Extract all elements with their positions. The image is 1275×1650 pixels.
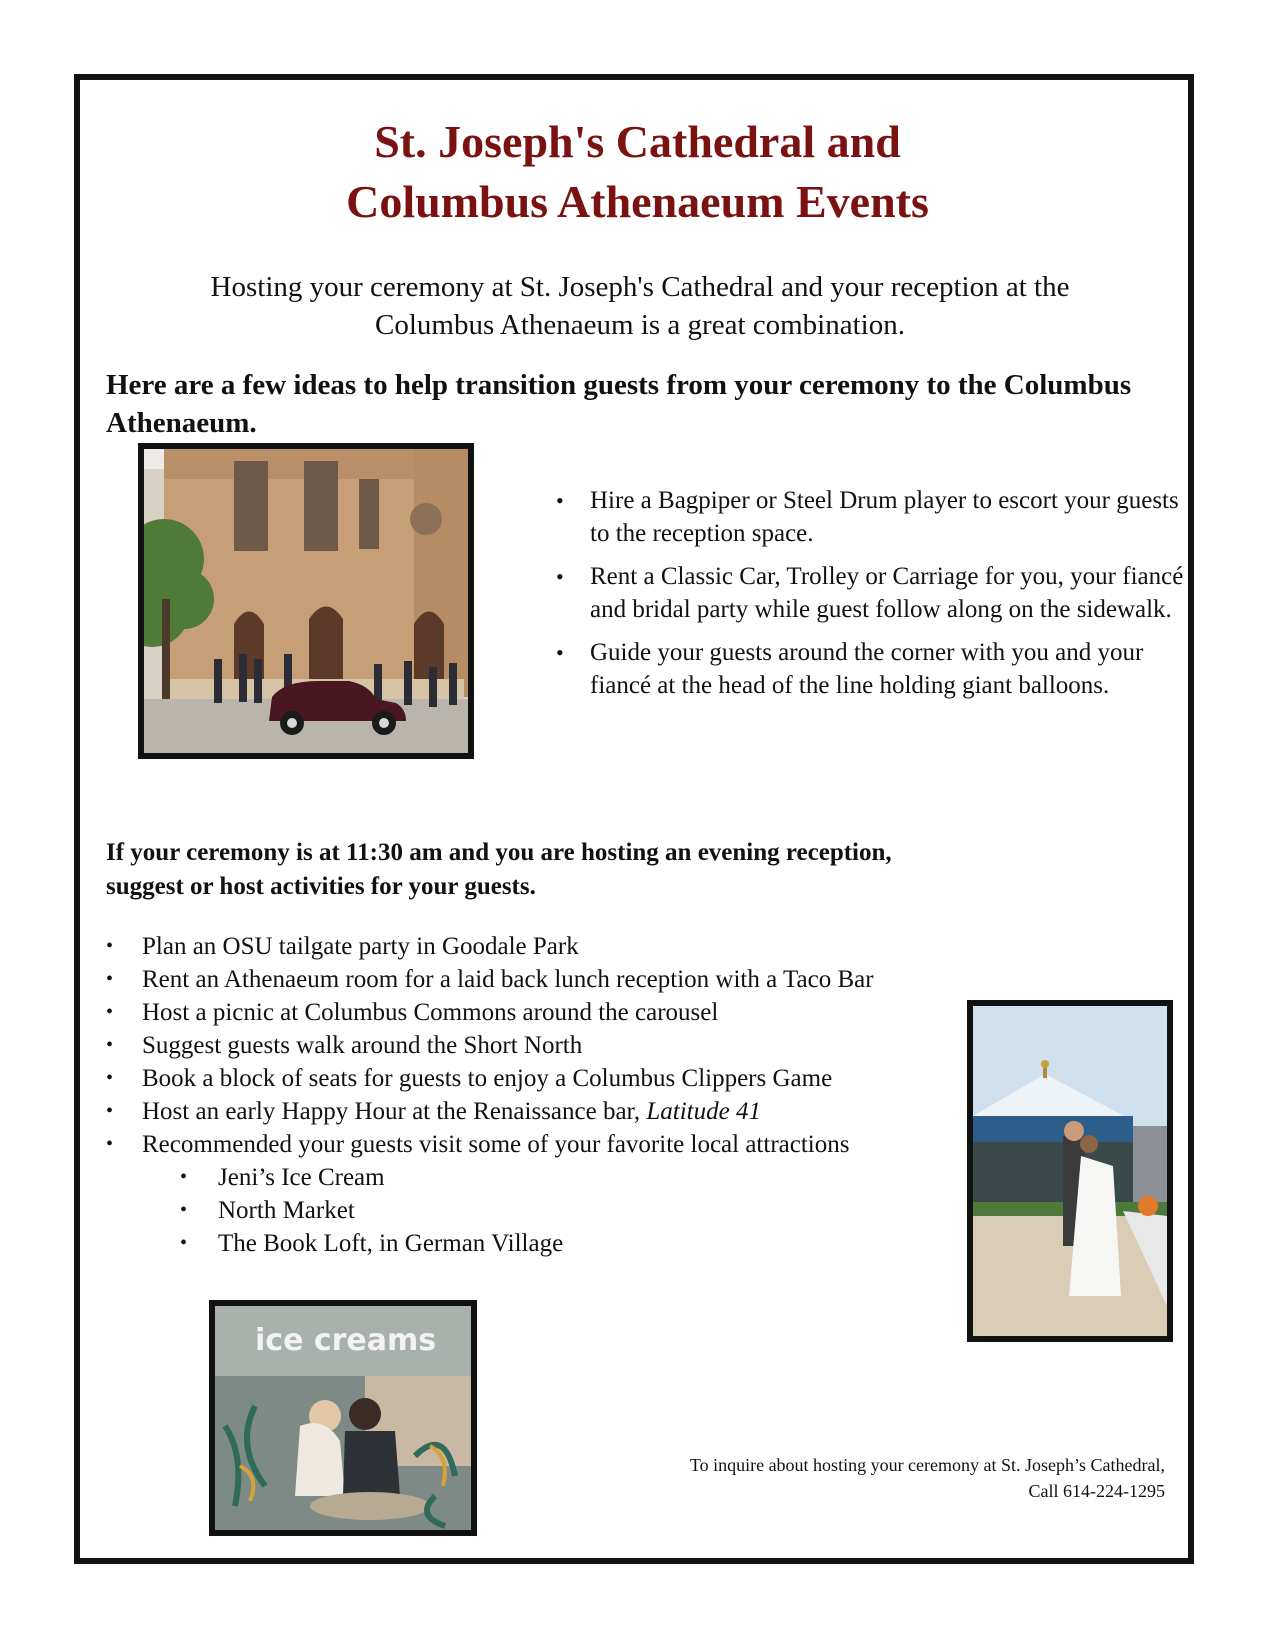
activity-item: • Plan an OSU tailgate party in Goodale Park xyxy=(142,930,1042,963)
attraction-item: • Jeni’s Ice Cream xyxy=(218,1161,1042,1194)
idea-item: • Hire a Bagpiper or Steel Drum player to escort your guests to the reception space. xyxy=(590,484,1190,550)
title-line-2: Columbus Athenaeum Events xyxy=(346,176,929,227)
title-line-1: St. Joseph's Cathedral and xyxy=(374,116,901,167)
cathedral-photo xyxy=(138,443,474,759)
contact-info: To inquire about hosting your ceremony at St. Joseph’s Cathedral, Call 614-224-1295 xyxy=(689,1455,1165,1501)
transition-heading: Here are a few ideas to help transition guests from your ceremony to the Columbus Athenaeum. xyxy=(106,369,1132,439)
activity-item: • Suggest guests walk around the Short North xyxy=(142,1029,1042,1062)
phone-number: Call 614-224-1295 xyxy=(1028,1481,1165,1501)
ice-cream-photo xyxy=(209,1300,477,1536)
activity-item: • Host an early Happy Hour at the Renaissance bar, Latitude 41 xyxy=(142,1095,1042,1128)
ice-cream-sign: ice creams xyxy=(255,1323,437,1358)
attraction-item: • The Book Loft, in German Village xyxy=(218,1227,1042,1260)
activities-heading: If your ceremony is at 11:30 am and you are hosting an evening reception, suggest or host activities for your guests. xyxy=(106,839,892,900)
activity-item: • Recommended your guests visit some of your favorite local attractions • Jeni’s Ice Cream • North Market • The Book Loft, in German Village xyxy=(142,1128,1042,1260)
activity-item: • Rent an Athenaeum room for a laid back lunch reception with a Taco Bar xyxy=(142,963,1042,996)
attraction-item: • North Market xyxy=(218,1194,1042,1227)
idea-item: • Guide your guests around the corner with you and your fiancé at the head of the line holding giant balloons. xyxy=(590,636,1190,702)
idea-item: • Rent a Classic Car, Trolley or Carriage for you, your fiancé and bridal party while guest follow along on the sidewalk. xyxy=(590,560,1190,626)
carousel-couple-photo xyxy=(967,1000,1173,1342)
activities-list xyxy=(106,930,1042,1260)
intro-paragraph: Hosting your ceremony at St. Joseph's Cathedral and your reception at the Columbus Athenaeum is a great combination. xyxy=(210,271,1070,341)
activity-item: • Host a picnic at Columbus Commons around the carousel xyxy=(142,996,1042,1029)
activity-item: • Book a block of seats for guests to enjoy a Columbus Clippers Game xyxy=(142,1062,1042,1095)
latitude-41-venue: Latitude 41 xyxy=(646,1098,761,1125)
transition-ideas-list xyxy=(556,484,1190,712)
page-title xyxy=(0,112,1275,232)
attractions-list xyxy=(142,1161,1042,1260)
